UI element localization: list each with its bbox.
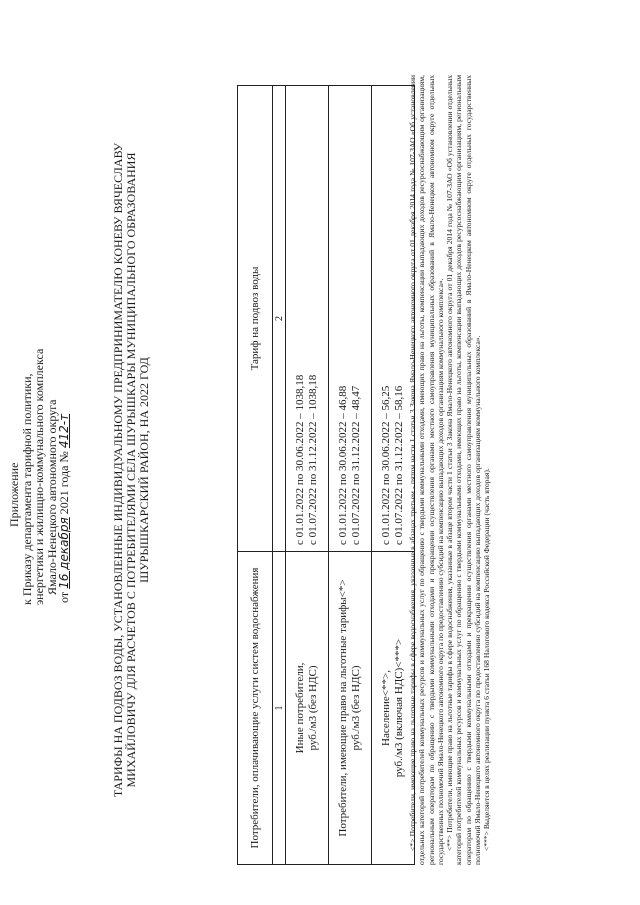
column-number-2: 2 (273, 86, 286, 552)
table-row (286, 86, 329, 865)
tariff-period-1: с 01.01.2022 по 30.06.2022 – 1038,18 (294, 374, 306, 545)
title-line-3: ШУРЫШКАРСКИЙ РАЙОН, НА 2022 ГОД (137, 357, 151, 583)
appendix-date-line (58, 205, 71, 605)
appendix-label: Приложение (7, 462, 21, 527)
tariff-cell (286, 86, 329, 552)
tariff-cell (329, 86, 372, 552)
header-tariff: Тариф на подвоз воды (238, 86, 273, 552)
consumer-cell (329, 552, 372, 865)
consumer-label: Население<**>, (380, 670, 392, 746)
handwritten-number: 412-т (57, 413, 71, 449)
footnote-1: <*> Потребители, имеющие право на льготные тарифы в сфере водоснабжения, указанные в абзацах третьем - пятом части 1 статьи 3 Закона Ямало-Ненецкого автономного округа от 01 декабря 2014 года № 107-ЗАО «Об установлении отдельных категорий потребителей коммунальных ресурсов и коммунальных услуг по обращению с твердыми коммунальными отходами, имеющих право на льготы, компенсации выпадающих доходов ресурсоснабжающим организациям, региональным операторам по обращению с твердыми коммунальными отходами и прекращении осуществления органами местного самоуправления муниципальных образований в Ямало-Ненецком автономном округе отдельных государственных полномочий Ямало-Ненецкого автономного округа по предоставлению субсидий на компенсацию выпадающих доходов организациям коммунального комплекса». (408, 75, 445, 865)
tariff-period-2: с 01.07.2022 по 31.12.2022 – 48,47 (350, 385, 362, 545)
table-row (329, 86, 372, 865)
consumer-label: Потребители, имеющие право на льготные тарифы<*> (337, 579, 349, 837)
year-text: 2021 года № (57, 451, 71, 515)
column-number-1: 1 (273, 552, 286, 865)
table-header-row (238, 86, 273, 865)
tariff-period-1: с 01.01.2022 по 30.06.2022 – 46,88 (337, 385, 349, 545)
title-line-1: ТАРИФЫ НА ПОДВОЗ ВОДЫ, УСТАНОВЛЕННЫЕ ИНДИВИДУАЛЬНОМУ ПРЕДПРИНИМАТЕЛЮ КОНЕВУ ВЯЧЕСЛАВУ (111, 142, 125, 798)
appendix-header (8, 205, 71, 605)
tariff-period-2: с 01.07.2022 по 31.12.2022 – 58,16 (393, 385, 405, 545)
appendix-order-line: к Приказу департамента тарифной политики, (19, 373, 34, 605)
title-line-2: МИХАЙЛОВИЧУ ДЛЯ РАСЧЕТОВ С ПОТРЕБИТЕЛЯМИ СЕЛА ШУРЫШКАРЫ МУНИЦИПАЛЬНОГО ОБРАЗОВАНИЯ (124, 152, 138, 788)
header-consumers: Потребители, оплачивающие услуги систем водоснабжения (238, 552, 273, 865)
table-number-row (273, 86, 286, 865)
tariff-period-1: с 01.01.2022 по 30.06.2022 – 56,25 (380, 385, 392, 545)
document-title (112, 75, 151, 865)
footnotes (408, 75, 492, 865)
consumer-unit: руб./м3 (включая НДС)<***> (393, 638, 405, 778)
tariff-table (237, 85, 415, 865)
appendix-department-line: энергетики и жилищно-коммунального комплекса (32, 348, 46, 605)
consumer-label: Иные потребители, (294, 662, 306, 754)
consumer-unit: руб./м3 (без НДС) (350, 665, 362, 751)
tariff-period-2: с 01.07.2022 по 31.12.2022 – 1038,18 (307, 374, 319, 545)
date-prefix: от (57, 591, 71, 603)
appendix-region-line: Ямало-Ненецкого автономного округа (44, 399, 59, 595)
footnote-2: <**> Потребители, имеющие право на льготные тарифы в сфере водоснабжения, указанные в абзаце втором части 1 статьи 3 Закона Ямало-Ненецкого автономного округа от 01 декабря 2014 года № 107-ЗАО «Об установлении отдельных категорий потребителей коммунальных ресурсов и коммунальных услуг по обращению с твердыми коммунальными отходами, имеющих право на льготы, компенсации выпадающих доходов ресурсоснабжающим организациям, региональным операторам по обращению с твердыми коммунальными отходами и прекращении осуществления органами местного самоуправления муниципальных образований в Ямало-Ненецком автономном округе отдельных государственных полномочий Ямало-Ненецкого автономного округа по предоставлению субсидий на компенсацию выпадающих доходов организациям коммунального комплекса». (445, 75, 483, 865)
footnote-3: <***> Выделяется в целях реализации пункта 6 статьи 168 Налогового кодекса Российской Федерации (часть вторая). (482, 468, 492, 851)
consumer-unit: руб./м3 (без НДС) (307, 665, 319, 751)
consumer-cell (286, 552, 329, 865)
handwritten-date: 16 декабря (57, 517, 71, 589)
